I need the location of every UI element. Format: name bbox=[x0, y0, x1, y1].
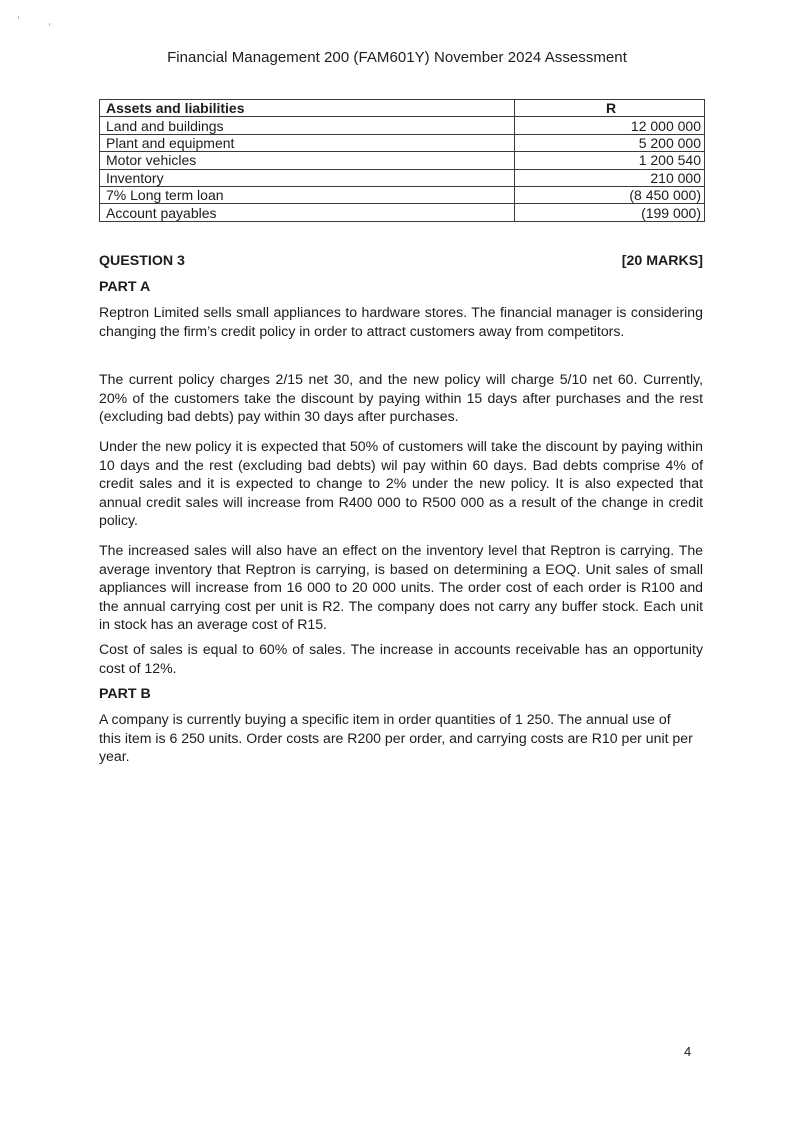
row-amount: (199 000) bbox=[515, 204, 705, 221]
part-a-paragraph-2: The current policy charges 2/15 net 30, and the new policy will charge 5/10 net 60. Currently, 20% of the customers take the discount by paying within 15 days after purchases and the rest (excluding bad debts) pay within 30 days after purchases. bbox=[99, 371, 703, 425]
part-a-title: PART A bbox=[99, 279, 151, 295]
table-row bbox=[100, 152, 705, 169]
row-amount: 1 200 540 bbox=[515, 152, 705, 169]
part-a-paragraph-5: Cost of sales is equal to 60% of sales. The increase in accounts receivable has an opportunity cost of 12%. bbox=[99, 641, 703, 676]
part-b-paragraph-1: A company is currently buying a specific item in order quantities of 1 250. The annual use of this item is 6 250 units. Order costs are R200 per order, and carrying costs are R10 per unit per year. bbox=[99, 711, 693, 765]
part-a-paragraph-1: Reptron Limited sells small appliances to hardware stores. The financial manager is considering changing the firm’s credit policy in order to attract customers away from competitors. bbox=[99, 304, 703, 339]
table-header-row bbox=[100, 100, 705, 117]
table-row bbox=[100, 186, 705, 203]
question-marks: [20 MARKS] bbox=[621, 253, 703, 269]
row-amount: 12 000 000 bbox=[515, 117, 705, 134]
table-row bbox=[100, 117, 705, 134]
row-amount: (8 450 000) bbox=[515, 186, 705, 203]
page-header: Financial Management 200 (FAM601Y) November 2024 Assessment bbox=[167, 49, 627, 66]
table-row bbox=[100, 134, 705, 151]
part-a-paragraph-3: Under the new policy it is expected that 50% of customers will take the discount by paying within 10 days and the rest (excluding bad debts) wil pay within 60 days. Bad debts comprise 4% of credit sales and it is expected to change to 2% under the new policy. It is also expected that annual credit sales will increase from R400 000 to R500 000 as a result of the change in credit policy. bbox=[99, 438, 703, 529]
column-header-amount: R bbox=[515, 100, 705, 117]
part-a-paragraph-4: The increased sales will also have an effect on the inventory level that Reptron is carrying. The average inventory that Reptron is carrying, is based on determining a EOQ. Unit sales of small appliances will increase from 16 000 to 20 000 units. The order cost of each order is R100 and the annual carrying cost per unit is R2. The company does not carry any buffer stock. Each unit in stock has an average cost of R15. bbox=[99, 542, 703, 633]
page-number: 4 bbox=[684, 1044, 692, 1059]
row-label: Account payables bbox=[100, 204, 515, 221]
row-label: Inventory bbox=[100, 169, 515, 186]
assets-liabilities-table bbox=[99, 99, 705, 222]
scan-artifact bbox=[18, 16, 19, 19]
row-label: 7% Long term loan bbox=[100, 186, 515, 203]
row-amount: 5 200 000 bbox=[515, 134, 705, 151]
question-title: QUESTION 3 bbox=[99, 253, 185, 269]
scan-artifact bbox=[49, 23, 50, 26]
row-label: Motor vehicles bbox=[100, 152, 515, 169]
column-header-item: Assets and liabilities bbox=[100, 100, 515, 117]
row-amount: 210 000 bbox=[515, 169, 705, 186]
part-b-title: PART B bbox=[99, 686, 151, 702]
row-label: Land and buildings bbox=[100, 117, 515, 134]
row-label: Plant and equipment bbox=[100, 134, 515, 151]
table-row bbox=[100, 169, 705, 186]
table-row bbox=[100, 204, 705, 221]
